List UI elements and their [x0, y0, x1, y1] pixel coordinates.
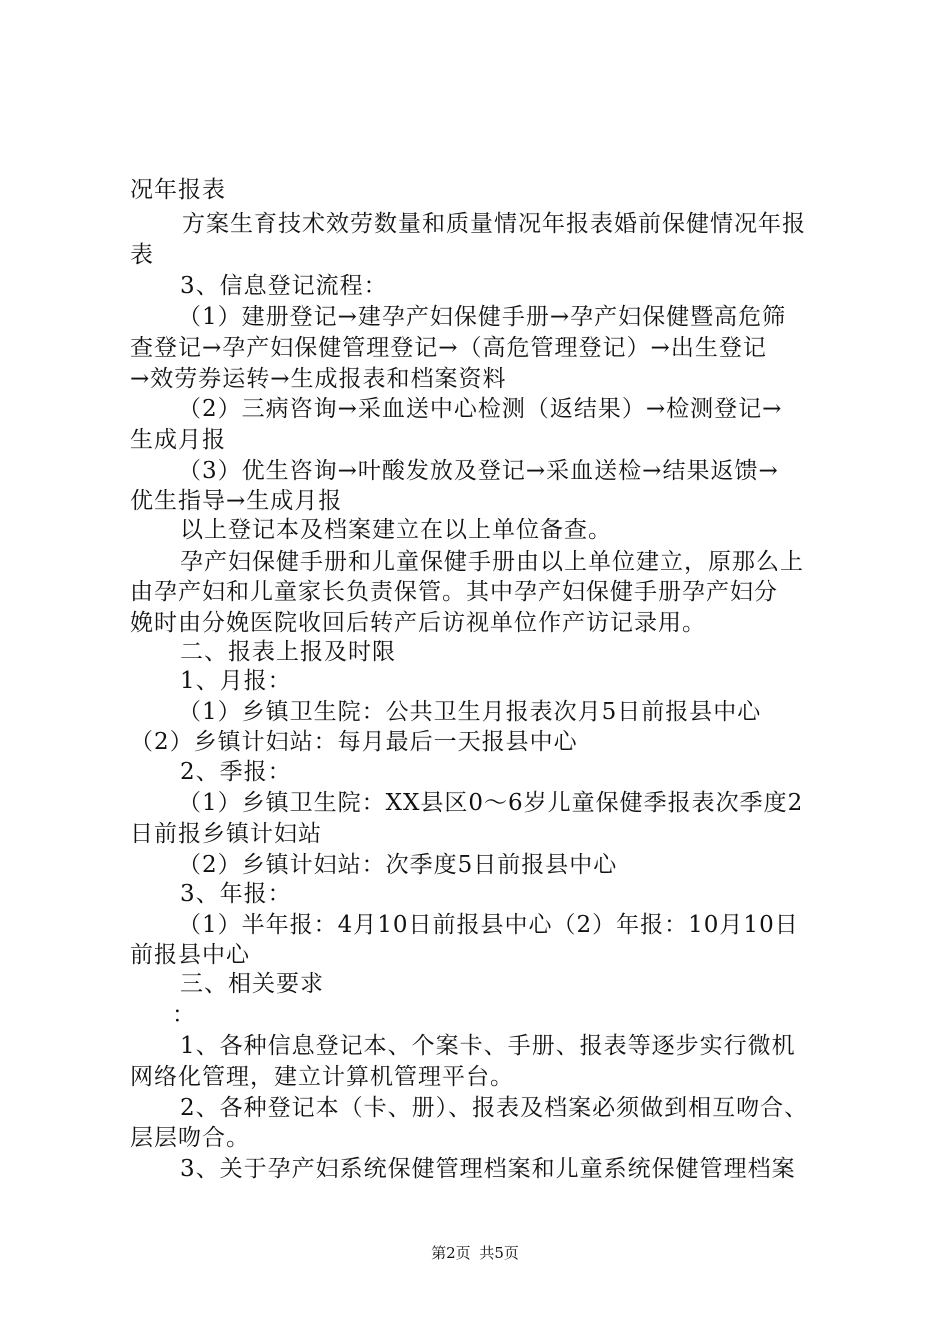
text-line: 方案生育技术效劳数量和质量情况年报表婚前保健情况年报 — [182, 211, 806, 237]
text-line: （2）乡镇计妇站：每月最后一天报县中心 — [130, 729, 578, 755]
text-line: （1）建册登记→建孕产妇保健手册→孕产妇保健暨高危筛 — [178, 304, 787, 330]
text-line: （3）优生咨询→叶酸发放及登记→采血送检→结果返馈→ — [178, 458, 779, 484]
text-line: 前报县中心 — [130, 942, 250, 968]
text-line: ： — [172, 1002, 196, 1028]
text-line: 查登记→孕产妇保健管理登记→（高危管理登记）→出生登记 — [130, 335, 767, 361]
text-line: 由孕产妇和儿童家长负责保管。其中孕产妇保健手册孕产妇分 — [130, 579, 778, 605]
text-line: 生成月报 — [130, 427, 226, 453]
text-line: 3、关于孕产妇系统保健管理档案和儿童系统保健管理档案 — [180, 1156, 796, 1182]
text-line: 日前报乡镇计妇站 — [130, 821, 322, 847]
text-line: （1）半年报：4月10日前报县中心（2）年报：10月10日 — [178, 912, 799, 938]
text-line: 3、信息登记流程： — [180, 273, 388, 299]
text-line: （2）三病咨询→采血送中心检测（返结果）→检测登记→ — [178, 396, 783, 422]
page-total: 共5页 — [479, 1244, 519, 1262]
text-line: （2）乡镇计妇站：次季度5日前报县中心 — [178, 852, 618, 878]
text-line: 1、各种信息登记本、个案卡、手册、报表等逐步实行微机 — [180, 1033, 796, 1059]
text-line: 3、年报： — [180, 881, 292, 907]
text-line: （1）乡镇卫生院：XX县区0～6岁儿童保健季报表次季度2 — [178, 790, 804, 816]
text-line: 孕产妇保健手册和儿童保健手册由以上单位建立，原那么上 — [180, 549, 804, 575]
text-line: 2、各种登记本（卡、册）、报表及档案必须做到相互吻合、 — [180, 1095, 809, 1121]
text-line: 以上登记本及档案建立在以上单位备查。 — [180, 517, 612, 543]
text-line: 表 — [130, 242, 154, 268]
page-number: 第2页 — [431, 1244, 471, 1262]
section-heading: 二、报表上报及时限 — [180, 639, 396, 665]
text-line: 2、季报： — [180, 759, 292, 785]
text-line: 优生指导→生成月报 — [130, 488, 343, 514]
page-footer — [0, 1243, 950, 1263]
text-line: →效劳券运转→生成报表和档案资料 — [130, 366, 507, 392]
text-line: 1、月报： — [180, 668, 292, 694]
text-line: 娩时由分娩医院收回后转产后访视单位作产访记录用。 — [130, 610, 706, 636]
text-line: 层层吻合。 — [130, 1125, 250, 1151]
section-heading: 三、相关要求 — [180, 971, 324, 997]
text-line: 网络化管理，建立计算机管理平台。 — [130, 1064, 514, 1090]
text-line: （1）乡镇卫生院：公共卫生月报表次月5日前报县中心 — [178, 699, 762, 725]
text-line: 况年报表 — [130, 177, 226, 203]
